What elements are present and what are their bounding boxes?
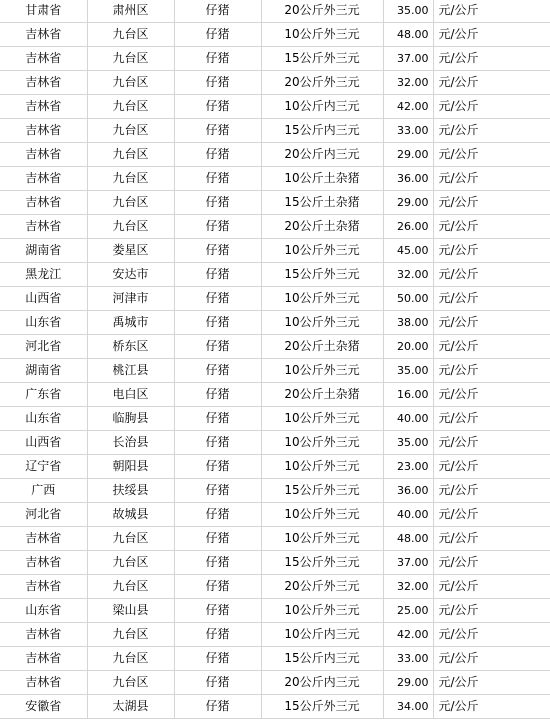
- province-cell[interactable]: 山西省: [0, 287, 87, 311]
- district-cell[interactable]: 梁山县: [87, 599, 174, 623]
- type-cell[interactable]: 仔猪: [174, 239, 261, 263]
- spec-cell[interactable]: 10公斤土杂猪: [261, 167, 383, 191]
- province-cell[interactable]: 广西: [0, 479, 87, 503]
- price-cell[interactable]: 25.00: [383, 599, 433, 623]
- price-cell[interactable]: 36.00: [383, 167, 433, 191]
- type-cell[interactable]: 仔猪: [174, 263, 261, 287]
- price-cell[interactable]: 34.00: [383, 695, 433, 719]
- price-cell[interactable]: 23.00: [383, 455, 433, 479]
- type-cell[interactable]: 仔猪: [174, 647, 261, 671]
- table-row: [0, 335, 550, 359]
- price-cell[interactable]: 29.00: [383, 671, 433, 695]
- table-row: [0, 479, 550, 503]
- district-cell[interactable]: 扶绥县: [87, 479, 174, 503]
- table-row: [0, 359, 550, 383]
- unit-cell[interactable]: 元/公斤: [433, 23, 550, 47]
- type-cell[interactable]: 仔猪: [174, 479, 261, 503]
- province-cell[interactable]: 辽宁省: [0, 455, 87, 479]
- unit-cell[interactable]: 元/公斤: [433, 479, 550, 503]
- province-cell[interactable]: 吉林省: [0, 191, 87, 215]
- table-row: [0, 383, 550, 407]
- spec-cell[interactable]: 20公斤土杂猪: [261, 383, 383, 407]
- unit-cell[interactable]: 元/公斤: [433, 47, 550, 71]
- district-cell[interactable]: 九台区: [87, 551, 174, 575]
- spec-cell[interactable]: 20公斤外三元: [261, 71, 383, 95]
- table-row: [0, 407, 550, 431]
- district-cell[interactable]: 九台区: [87, 215, 174, 239]
- table-row: [0, 623, 550, 647]
- province-cell[interactable]: 吉林省: [0, 527, 87, 551]
- type-cell[interactable]: 仔猪: [174, 287, 261, 311]
- province-cell[interactable]: 吉林省: [0, 143, 87, 167]
- spec-cell[interactable]: 10公斤外三元: [261, 503, 383, 527]
- district-cell[interactable]: 九台区: [87, 167, 174, 191]
- province-cell[interactable]: 甘肃省: [0, 0, 87, 23]
- price-cell[interactable]: 37.00: [383, 47, 433, 71]
- type-cell[interactable]: 仔猪: [174, 119, 261, 143]
- spec-cell[interactable]: 10公斤外三元: [261, 407, 383, 431]
- unit-cell[interactable]: 元/公斤: [433, 335, 550, 359]
- unit-cell[interactable]: 元/公斤: [433, 671, 550, 695]
- district-cell[interactable]: 九台区: [87, 575, 174, 599]
- type-cell[interactable]: 仔猪: [174, 71, 261, 95]
- price-cell[interactable]: 32.00: [383, 71, 433, 95]
- spec-cell[interactable]: 15公斤外三元: [261, 263, 383, 287]
- district-cell[interactable]: 九台区: [87, 119, 174, 143]
- unit-cell[interactable]: 元/公斤: [433, 143, 550, 167]
- province-cell[interactable]: 吉林省: [0, 575, 87, 599]
- type-cell[interactable]: 仔猪: [174, 47, 261, 71]
- table-row: [0, 47, 550, 71]
- table-row: [0, 599, 550, 623]
- district-cell[interactable]: 安达市: [87, 263, 174, 287]
- province-cell[interactable]: 河北省: [0, 503, 87, 527]
- unit-cell[interactable]: 元/公斤: [433, 239, 550, 263]
- district-cell[interactable]: 九台区: [87, 647, 174, 671]
- spec-cell[interactable]: 20公斤内三元: [261, 143, 383, 167]
- type-cell[interactable]: 仔猪: [174, 383, 261, 407]
- spec-cell[interactable]: 20公斤土杂猪: [261, 215, 383, 239]
- unit-cell[interactable]: 元/公斤: [433, 383, 550, 407]
- unit-cell[interactable]: 元/公斤: [433, 503, 550, 527]
- province-cell[interactable]: 吉林省: [0, 95, 87, 119]
- district-cell[interactable]: 九台区: [87, 95, 174, 119]
- spec-cell[interactable]: 20公斤外三元: [261, 575, 383, 599]
- price-cell[interactable]: 40.00: [383, 503, 433, 527]
- price-cell[interactable]: 36.00: [383, 479, 433, 503]
- district-cell[interactable]: 肃州区: [87, 0, 174, 23]
- spec-cell[interactable]: 10公斤外三元: [261, 287, 383, 311]
- table-row: [0, 647, 550, 671]
- table-row: [0, 71, 550, 95]
- type-cell[interactable]: 仔猪: [174, 599, 261, 623]
- unit-cell[interactable]: 元/公斤: [433, 623, 550, 647]
- unit-cell[interactable]: 元/公斤: [433, 575, 550, 599]
- type-cell[interactable]: 仔猪: [174, 23, 261, 47]
- district-cell[interactable]: 临朐县: [87, 407, 174, 431]
- table-row: [0, 503, 550, 527]
- table-row: [0, 23, 550, 47]
- spec-cell[interactable]: 10公斤外三元: [261, 431, 383, 455]
- price-cell[interactable]: 38.00: [383, 311, 433, 335]
- table-row: [0, 239, 550, 263]
- type-cell[interactable]: 仔猪: [174, 0, 261, 23]
- district-cell[interactable]: 九台区: [87, 47, 174, 71]
- district-cell[interactable]: 电白区: [87, 383, 174, 407]
- spec-cell[interactable]: 15公斤外三元: [261, 479, 383, 503]
- unit-cell[interactable]: 元/公斤: [433, 263, 550, 287]
- price-cell[interactable]: 32.00: [383, 263, 433, 287]
- table-row: [0, 167, 550, 191]
- unit-cell[interactable]: 元/公斤: [433, 599, 550, 623]
- province-cell[interactable]: 湖南省: [0, 239, 87, 263]
- province-cell[interactable]: 吉林省: [0, 47, 87, 71]
- spec-cell[interactable]: 15公斤外三元: [261, 551, 383, 575]
- unit-cell[interactable]: 元/公斤: [433, 407, 550, 431]
- price-cell[interactable]: 29.00: [383, 143, 433, 167]
- district-cell[interactable]: 禹城市: [87, 311, 174, 335]
- table-row: [0, 575, 550, 599]
- price-cell[interactable]: 29.00: [383, 191, 433, 215]
- price-cell[interactable]: 35.00: [383, 431, 433, 455]
- district-cell[interactable]: 九台区: [87, 527, 174, 551]
- province-cell[interactable]: 吉林省: [0, 671, 87, 695]
- price-cell[interactable]: 33.00: [383, 119, 433, 143]
- table-row: [0, 119, 550, 143]
- type-cell[interactable]: 仔猪: [174, 95, 261, 119]
- type-cell[interactable]: 仔猪: [174, 695, 261, 719]
- district-cell[interactable]: 九台区: [87, 143, 174, 167]
- type-cell[interactable]: 仔猪: [174, 575, 261, 599]
- unit-cell[interactable]: 元/公斤: [433, 0, 550, 23]
- table-row: [0, 311, 550, 335]
- spec-cell[interactable]: 10公斤外三元: [261, 455, 383, 479]
- unit-cell[interactable]: 元/公斤: [433, 95, 550, 119]
- unit-cell[interactable]: 元/公斤: [433, 527, 550, 551]
- district-cell[interactable]: 娄星区: [87, 239, 174, 263]
- table-row: [0, 671, 550, 695]
- district-cell[interactable]: 朝阳县: [87, 455, 174, 479]
- type-cell[interactable]: 仔猪: [174, 311, 261, 335]
- district-cell[interactable]: 桃江县: [87, 359, 174, 383]
- unit-cell[interactable]: 元/公斤: [433, 167, 550, 191]
- type-cell[interactable]: 仔猪: [174, 143, 261, 167]
- unit-cell[interactable]: 元/公斤: [433, 695, 550, 719]
- district-cell[interactable]: 九台区: [87, 23, 174, 47]
- table-row: [0, 0, 550, 23]
- price-cell[interactable]: 48.00: [383, 23, 433, 47]
- spec-cell[interactable]: 15公斤外三元: [261, 695, 383, 719]
- table-row: [0, 191, 550, 215]
- price-cell[interactable]: 32.00: [383, 575, 433, 599]
- price-cell[interactable]: 45.00: [383, 239, 433, 263]
- unit-cell[interactable]: 元/公斤: [433, 551, 550, 575]
- unit-cell[interactable]: 元/公斤: [433, 287, 550, 311]
- price-cell[interactable]: 50.00: [383, 287, 433, 311]
- province-cell[interactable]: 山东省: [0, 407, 87, 431]
- table-row: [0, 431, 550, 455]
- province-cell[interactable]: 吉林省: [0, 71, 87, 95]
- type-cell[interactable]: 仔猪: [174, 167, 261, 191]
- district-cell[interactable]: 故城县: [87, 503, 174, 527]
- province-cell[interactable]: 吉林省: [0, 23, 87, 47]
- spec-cell[interactable]: 10公斤外三元: [261, 23, 383, 47]
- district-cell[interactable]: 太湖县: [87, 695, 174, 719]
- spec-cell[interactable]: 10公斤外三元: [261, 311, 383, 335]
- spec-cell[interactable]: 15公斤内三元: [261, 119, 383, 143]
- province-cell[interactable]: 山东省: [0, 599, 87, 623]
- district-cell[interactable]: 九台区: [87, 623, 174, 647]
- unit-cell[interactable]: 元/公斤: [433, 71, 550, 95]
- table-row: [0, 695, 550, 719]
- table-row: [0, 215, 550, 239]
- price-cell[interactable]: 48.00: [383, 527, 433, 551]
- table-row: [0, 143, 550, 167]
- spec-cell[interactable]: 10公斤内三元: [261, 95, 383, 119]
- price-cell[interactable]: 42.00: [383, 623, 433, 647]
- type-cell[interactable]: 仔猪: [174, 431, 261, 455]
- province-cell[interactable]: 吉林省: [0, 551, 87, 575]
- province-cell[interactable]: 广东省: [0, 383, 87, 407]
- unit-cell[interactable]: 元/公斤: [433, 647, 550, 671]
- price-cell[interactable]: 33.00: [383, 647, 433, 671]
- type-cell[interactable]: 仔猪: [174, 335, 261, 359]
- spec-cell[interactable]: 15公斤土杂猪: [261, 191, 383, 215]
- table-row: [0, 287, 550, 311]
- price-cell[interactable]: 20.00: [383, 335, 433, 359]
- province-cell[interactable]: 山东省: [0, 311, 87, 335]
- district-cell[interactable]: 长治县: [87, 431, 174, 455]
- price-cell[interactable]: 16.00: [383, 383, 433, 407]
- type-cell[interactable]: 仔猪: [174, 215, 261, 239]
- type-cell[interactable]: 仔猪: [174, 407, 261, 431]
- price-cell[interactable]: 40.00: [383, 407, 433, 431]
- district-cell[interactable]: 河津市: [87, 287, 174, 311]
- spec-cell[interactable]: 20公斤内三元: [261, 671, 383, 695]
- district-cell[interactable]: 桥东区: [87, 335, 174, 359]
- type-cell[interactable]: 仔猪: [174, 551, 261, 575]
- spec-cell[interactable]: 15公斤外三元: [261, 47, 383, 71]
- province-cell[interactable]: 吉林省: [0, 215, 87, 239]
- type-cell[interactable]: 仔猪: [174, 359, 261, 383]
- spec-cell[interactable]: 20公斤外三元: [261, 0, 383, 23]
- province-cell[interactable]: 黑龙江: [0, 263, 87, 287]
- price-cell[interactable]: 26.00: [383, 215, 433, 239]
- province-cell[interactable]: 湖南省: [0, 359, 87, 383]
- type-cell[interactable]: 仔猪: [174, 527, 261, 551]
- table-row: [0, 551, 550, 575]
- table-row: [0, 527, 550, 551]
- province-cell[interactable]: 吉林省: [0, 167, 87, 191]
- spec-cell[interactable]: 10公斤外三元: [261, 527, 383, 551]
- type-cell[interactable]: 仔猪: [174, 455, 261, 479]
- type-cell[interactable]: 仔猪: [174, 671, 261, 695]
- unit-cell[interactable]: 元/公斤: [433, 311, 550, 335]
- type-cell[interactable]: 仔猪: [174, 623, 261, 647]
- province-cell[interactable]: 吉林省: [0, 647, 87, 671]
- province-cell[interactable]: 山西省: [0, 431, 87, 455]
- province-cell[interactable]: 吉林省: [0, 119, 87, 143]
- table-row: [0, 95, 550, 119]
- table-row: [0, 455, 550, 479]
- spec-cell[interactable]: 10公斤外三元: [261, 599, 383, 623]
- type-cell[interactable]: 仔猪: [174, 191, 261, 215]
- district-cell[interactable]: 九台区: [87, 191, 174, 215]
- province-cell[interactable]: 安徽省: [0, 695, 87, 719]
- type-cell[interactable]: 仔猪: [174, 503, 261, 527]
- province-cell[interactable]: 河北省: [0, 335, 87, 359]
- unit-cell[interactable]: 元/公斤: [433, 119, 550, 143]
- unit-cell[interactable]: 元/公斤: [433, 191, 550, 215]
- district-cell[interactable]: 九台区: [87, 71, 174, 95]
- spec-cell[interactable]: 15公斤内三元: [261, 647, 383, 671]
- spec-cell[interactable]: 20公斤土杂猪: [261, 335, 383, 359]
- unit-cell[interactable]: 元/公斤: [433, 455, 550, 479]
- province-cell[interactable]: 吉林省: [0, 623, 87, 647]
- district-cell[interactable]: 九台区: [87, 671, 174, 695]
- price-cell[interactable]: 35.00: [383, 0, 433, 23]
- spec-cell[interactable]: 10公斤外三元: [261, 239, 383, 263]
- spec-cell[interactable]: 10公斤外三元: [261, 359, 383, 383]
- unit-cell[interactable]: 元/公斤: [433, 215, 550, 239]
- table-row: [0, 263, 550, 287]
- unit-cell[interactable]: 元/公斤: [433, 431, 550, 455]
- price-cell[interactable]: 42.00: [383, 95, 433, 119]
- unit-cell[interactable]: 元/公斤: [433, 359, 550, 383]
- price-cell[interactable]: 35.00: [383, 359, 433, 383]
- spec-cell[interactable]: 10公斤内三元: [261, 623, 383, 647]
- price-cell[interactable]: 37.00: [383, 551, 433, 575]
